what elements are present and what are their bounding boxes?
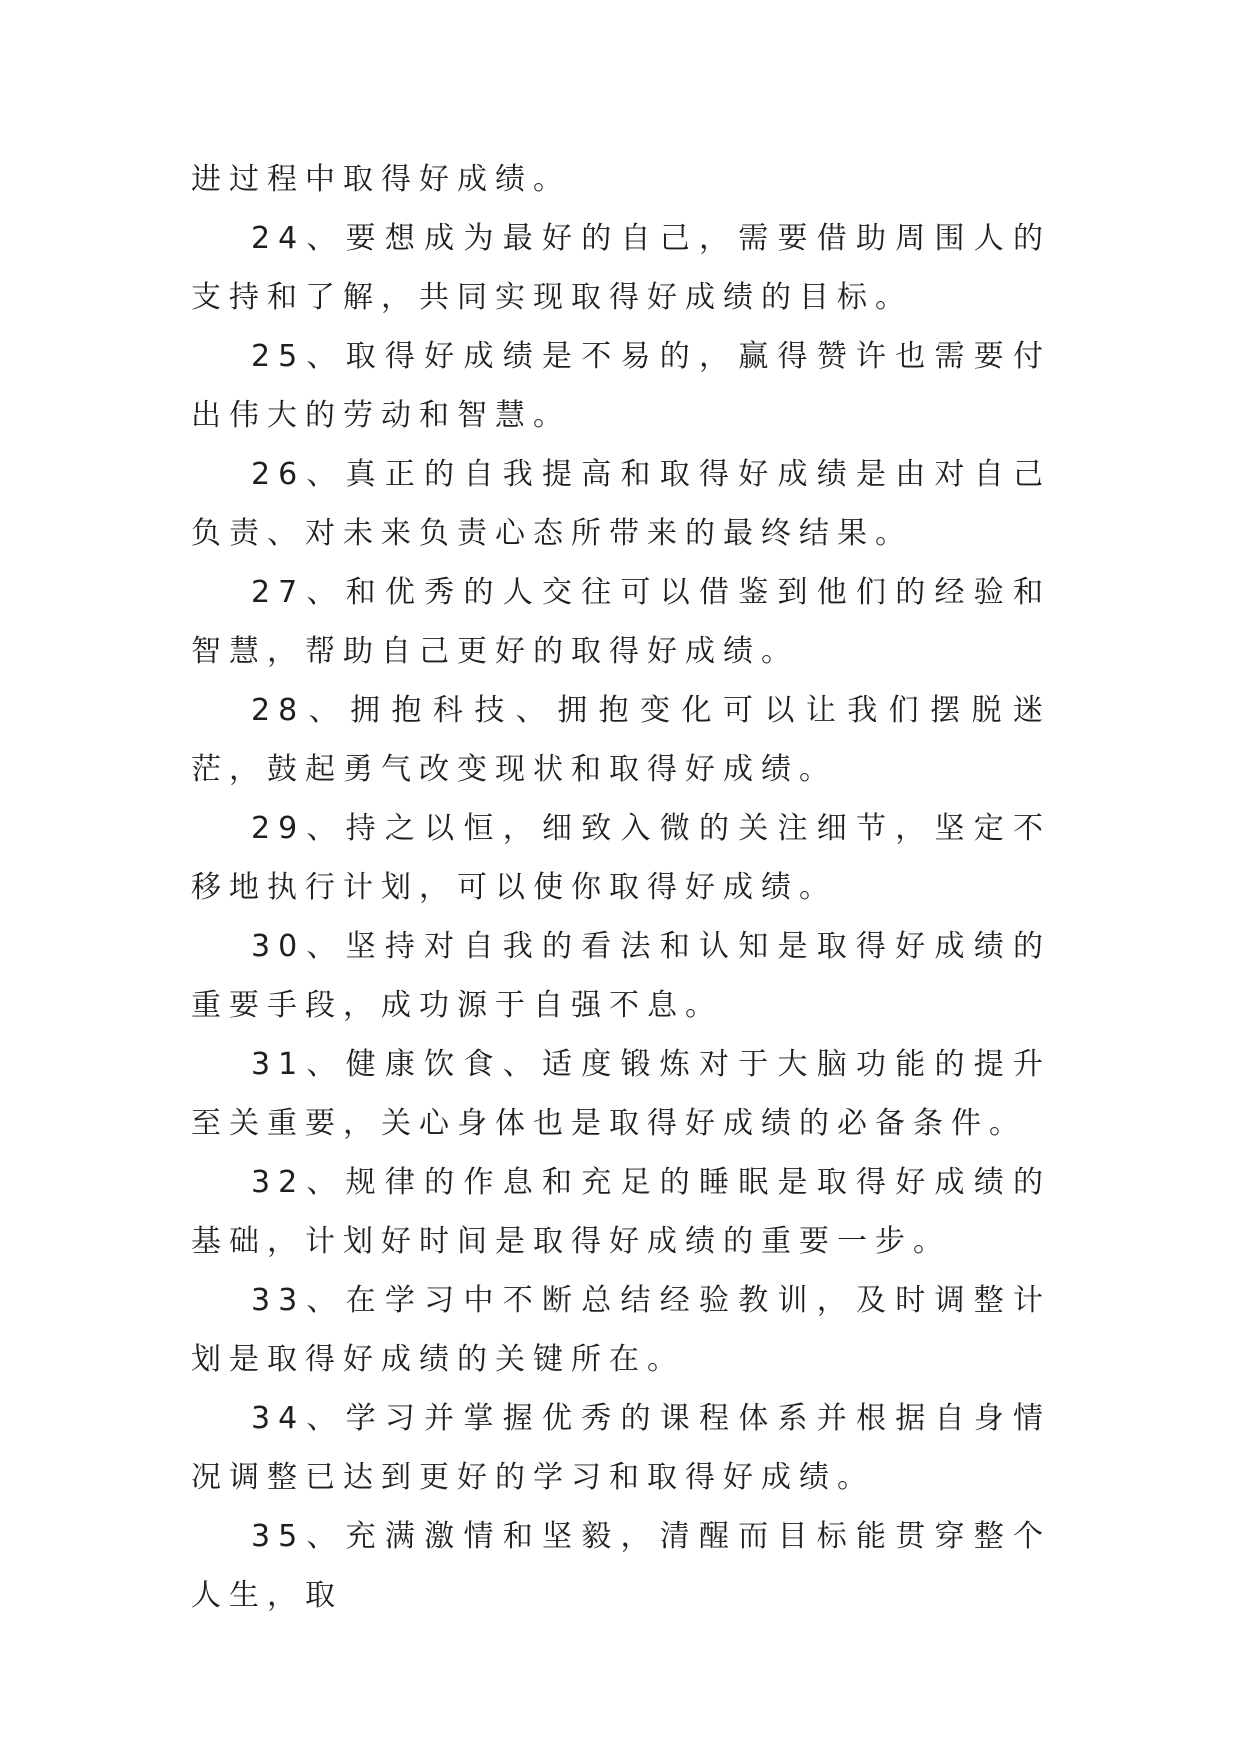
paragraph-item-33: 33、在学习中不断总结经验教训，及时调整计划是取得好成绩的关键所在。 xyxy=(191,1283,1051,1377)
paragraph-item-32: 32、规律的作息和充足的睡眠是取得好成绩的基础，计划好时间是取得好成绩的重要一步。 xyxy=(191,1165,1051,1259)
paragraph-item-35: 35、充满激情和坚毅，清醒而目标能贯穿整个人生，取 xyxy=(191,1519,1051,1613)
paragraph-item-30: 30、坚持对自我的看法和认知是取得好成绩的重要手段，成功源于自强不息。 xyxy=(191,929,1051,1023)
paragraph-continuation: 进过程中取得好成绩。 xyxy=(191,162,571,197)
paragraph-item-31: 31、健康饮食、适度锻炼对于大脑功能的提升至关重要，关心身体也是取得好成绩的必备条件。 xyxy=(191,1047,1051,1141)
paragraph-item-25: 25、取得好成绩是不易的，赢得赞许也需要付出伟大的劳动和智慧。 xyxy=(191,339,1051,433)
document-body xyxy=(191,150,1051,1625)
paragraph-item-34: 34、学习并掌握优秀的课程体系并根据自身情况调整已达到更好的学习和取得好成绩。 xyxy=(191,1401,1051,1495)
paragraph-item-26: 26、真正的自我提高和取得好成绩是由对自己负责、对未来负责心态所带来的最终结果。 xyxy=(191,457,1051,551)
paragraph-item-27: 27、和优秀的人交往可以借鉴到他们的经验和智慧，帮助自己更好的取得好成绩。 xyxy=(191,575,1051,669)
paragraph-item-28: 28、拥抱科技、拥抱变化可以让我们摆脱迷茫，鼓起勇气改变现状和取得好成绩。 xyxy=(191,693,1051,787)
paragraph-item-29: 29、持之以恒，细致入微的关注细节，坚定不移地执行计划，可以使你取得好成绩。 xyxy=(191,811,1051,905)
paragraph-item-24: 24、要想成为最好的自己，需要借助周围人的支持和了解，共同实现取得好成绩的目标。 xyxy=(191,221,1051,315)
